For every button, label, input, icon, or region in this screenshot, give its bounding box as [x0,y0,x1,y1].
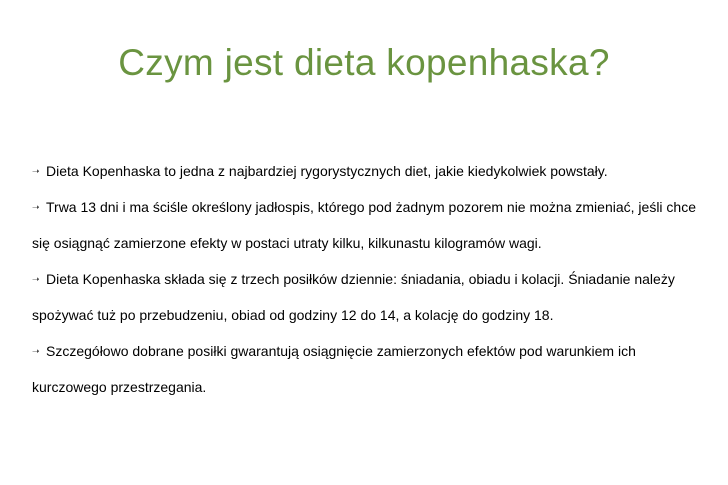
paragraph-text: Dieta Kopenhaska to jedna z najbardziej rygorystycznych diet, jakie kiedykolwiek powstały. [46,163,608,179]
arrow-bullet-icon: ➝ [32,166,40,176]
slide-body [32,153,702,405]
bullet-paragraph-4 [32,333,702,405]
paragraph-text: Trwa 13 dni i ma ściśle określony jadłospis, którego pod żadnym pozorem nie można zmieniać, jeśli chce się osiągnąć zamierzone efekty w postaci utraty kilku, kilkunastu kilogramów wagi. [32,199,696,251]
arrow-bullet-icon: ➝ [32,274,40,284]
bullet-paragraph-3 [32,261,702,333]
slide-title: Czym jest dieta kopenhaska? [118,42,610,83]
bullet-paragraph-1 [32,153,702,189]
paragraph-text: Dieta Kopenhaska składa się z trzech posiłków dziennie: śniadania, obiadu i kolacji. Śniadanie należy spożywać tuż po przebudzeniu, obiad od godziny 12 do 14, a kolację do godziny 18. [32,271,675,323]
paragraph-text: Szczegółowo dobrane posiłki gwarantują osiągnięcie zamierzonych efektów pod warunkiem ich kurczowego przestrzegania. [32,343,636,395]
arrow-bullet-icon: ➝ [32,202,40,212]
bullet-paragraph-2 [32,189,702,261]
arrow-bullet-icon: ➝ [32,346,40,356]
